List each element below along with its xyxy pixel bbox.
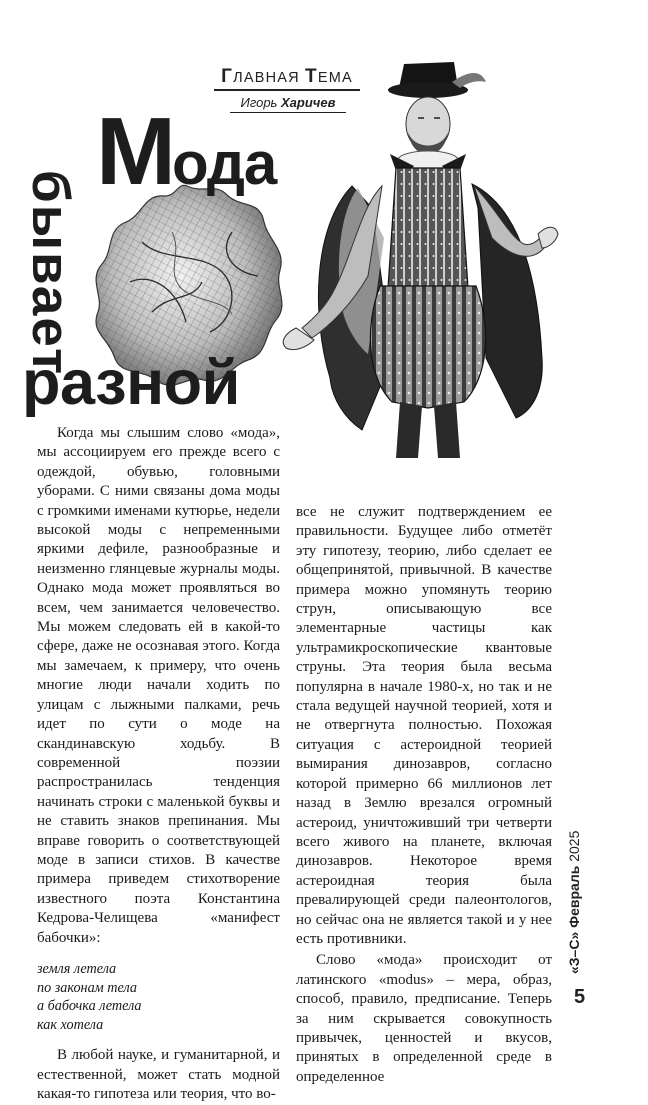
paragraph: Когда мы слышим слово «мода», мы ассоциируем его прежде всего с одеждой, обувью, головными уборами. С ними связаны дома моды с громкими именами кутюрье, недели высокой моды с непременными яркими дефиле, разнообразные и неизменно глянцевые журналы моды. Однако мода может проявляться во всем, чем занимается человечество. Мы можем следовать ей в какой-то сфере, даже не осознавая этого. Когда мы замечаем, к примеру, что очень многие люди начали ходить по улицам с лыжными палками, речь идет по сути о моде на скандинавскую ходьбу. В современной поэзии распространилась тенденция начинать строки с маленькой буквы и не ставить знаков препинания. Мы вправе говорить о соответствующей моде в записи стихов. В качестве примера приведем стихотворение известного поэта Константина Кедрова-Челищева «манифест бабочки»: [37,425,280,946]
text-column-right [296,503,552,1087]
text-column-left [37,424,280,1105]
headline-moda: Мода [96,98,277,205]
poem-line: земля летела [37,960,117,977]
section-rubric: ГЛАВНАЯ ТЕМА [214,66,360,91]
poem [37,960,280,1034]
author-byline: Игорь Харичев [230,95,346,113]
headline-vertical-word: бывает [21,170,80,377]
poem-line: как хотела [37,1016,104,1033]
poem-line: по законам тела [37,979,137,996]
paragraph: все не служит подтверждением ее правильности. Будущее либо отметёт эту гипотезу, теорию, либо сделает ее общепринятой, привычной. В качестве примера можно упомянуть теорию струн, описывающую все элементарные частицы как ультрамикроскопические квантовые струны. Эта теория была весьма популярна в начале 1980-х, но так и не стала ведущей научной теорией, хотя и не отвергнута полностью. Похожая ситуация с астероидной теорией вымирания динозавров, согласно которой примерно 66 миллионов лет назад в Землю врезался огромный астероид, уничтоживший три четверти всего живого на планете, включая динозавров. Некоторое время астероидная теория была превалирующей среди палеонтологов, но сейчас она не является такой и у нее есть противники. [296,504,552,947]
poem-line: а бабочка летела [37,998,142,1015]
headline-bottom-word: разной [22,348,240,418]
issue-info: «З–С» Февраль 2025 [566,830,582,974]
paragraph: В любой науке, и гуманитарной, и естественной, может стать модной какая-то гипотеза или теория, что во- [37,1047,280,1103]
page-number: 5 [574,986,586,1008]
paragraph: Слово «мода» происходит от латинского «modus» – мера, образ, способ, правило, предписание. Теперь за ним скрывается совокупность привычек, ценностей и вкусов, принятых в определенной среде в определенное [296,952,552,1085]
renaissance-nobleman-illustration [272,58,572,498]
nobleman-figure [283,62,558,458]
